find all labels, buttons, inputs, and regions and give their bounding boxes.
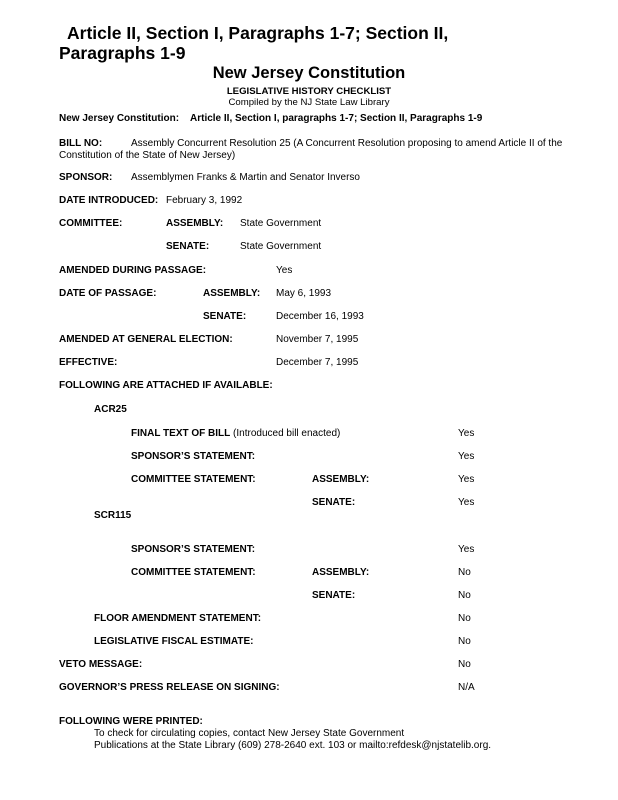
fiscal-estimate-label: LEGISLATIVE FISCAL ESTIMATE: xyxy=(94,636,254,647)
acr25-final-text-note: (Introduced bill enacted) xyxy=(230,428,341,439)
acr25-final-text xyxy=(131,428,340,439)
printed-line-2[interactable]: Publications at the State Library (609) 278-2640 ext. 103 or mailto:refdesk@njstatelib.org. xyxy=(94,740,492,751)
scr115-senate-value: No xyxy=(458,590,471,601)
passage-senate-label: SENATE: xyxy=(203,311,247,322)
checklist-subtitle: LEGISLATIVE HISTORY CHECKLIST xyxy=(226,86,392,97)
passage-senate-value: December 16, 1993 xyxy=(276,311,364,322)
bill-line-2: Constitution of the State of New Jersey) xyxy=(59,150,236,161)
floor-amendment-value: No xyxy=(458,613,471,624)
fiscal-estimate-value: No xyxy=(458,636,471,647)
acr25-final-text-label: FINAL TEXT OF BILL xyxy=(131,428,231,439)
committee-senate-value: State Government xyxy=(240,241,322,252)
veto-value: No xyxy=(458,659,471,670)
committee-label: COMMITTEE: xyxy=(59,218,123,229)
scr115-label: SCR115 xyxy=(94,510,132,521)
acr25-final-text-value: Yes xyxy=(458,428,475,439)
sponsor-value: Assemblymen Franks & Martin and Senator Inverso xyxy=(131,172,360,183)
committee-senate-label: SENATE: xyxy=(166,241,210,252)
acr25-assembly-value: Yes xyxy=(458,474,475,485)
page-title: New Jersey Constitution xyxy=(212,64,406,82)
press-release-value: N/A xyxy=(458,682,475,693)
acr25-committee-stmt-label: COMMITTEE STATEMENT: xyxy=(131,474,256,485)
acr25-senate-label: SENATE: xyxy=(312,497,356,508)
compiled-by: Compiled by the NJ State Law Library xyxy=(228,97,390,108)
introduced-label: DATE INTRODUCED: xyxy=(59,195,159,206)
acr25-sponsor-stmt-label: SPONSOR’S STATEMENT: xyxy=(131,451,256,462)
election-label: AMENDED AT GENERAL ELECTION: xyxy=(59,334,233,345)
amended-value: Yes xyxy=(276,265,293,276)
scr115-sponsor-stmt-label: SPONSOR’S STATEMENT: xyxy=(131,544,256,555)
passage-label: DATE OF PASSAGE: xyxy=(59,288,157,299)
ref-value: Article II, Section I, paragraphs 1-7; Section II, Paragraphs 1-9 xyxy=(190,113,483,124)
introduced-value: February 3, 1992 xyxy=(166,195,243,206)
press-release-label: GOVERNOR’S PRESS RELEASE ON SIGNING: xyxy=(59,682,280,693)
passage-assembly-label: ASSEMBLY: xyxy=(203,288,261,299)
printed-label: FOLLOWING WERE PRINTED: xyxy=(59,716,203,727)
attached-label: FOLLOWING ARE ATTACHED IF AVAILABLE: xyxy=(59,380,273,391)
committee-assembly-value: State Government xyxy=(240,218,322,229)
acr25-sponsor-stmt-value: Yes xyxy=(458,451,475,462)
heading-line-1: Article II, Section I, Paragraphs 1-7; Section II, xyxy=(67,23,449,43)
passage-assembly-value: May 6, 1993 xyxy=(276,288,332,299)
committee-assembly-label: ASSEMBLY: xyxy=(166,218,224,229)
bill-line-1: Assembly Concurrent Resolution 25 (A Concurrent Resolution proposing to amend Article II of the xyxy=(131,138,563,149)
printed-line-1: To check for circulating copies, contact New Jersey State Government xyxy=(94,728,405,739)
election-value: November 7, 1995 xyxy=(276,334,359,345)
ref-label: New Jersey Constitution: xyxy=(59,113,180,124)
heading-line-2: Paragraphs 1-9 xyxy=(59,43,186,63)
acr25-label: ACR25 xyxy=(94,404,127,415)
scr115-assembly-value: No xyxy=(458,567,471,578)
effective-label: EFFECTIVE: xyxy=(59,357,118,368)
bill-label: BILL NO: xyxy=(59,138,103,149)
scr115-committee-stmt-label: COMMITTEE STATEMENT: xyxy=(131,567,256,578)
sponsor-label: SPONSOR: xyxy=(59,172,113,183)
scr115-assembly-label: ASSEMBLY: xyxy=(312,567,370,578)
effective-value: December 7, 1995 xyxy=(276,357,359,368)
amended-label: AMENDED DURING PASSAGE: xyxy=(59,265,207,276)
scr115-senate-label: SENATE: xyxy=(312,590,356,601)
acr25-senate-value: Yes xyxy=(458,497,475,508)
veto-label: VETO MESSAGE: xyxy=(59,659,143,670)
floor-amendment-label: FLOOR AMENDMENT STATEMENT: xyxy=(94,613,262,624)
scr115-sponsor-stmt-value: Yes xyxy=(458,544,475,555)
acr25-assembly-label: ASSEMBLY: xyxy=(312,474,370,485)
